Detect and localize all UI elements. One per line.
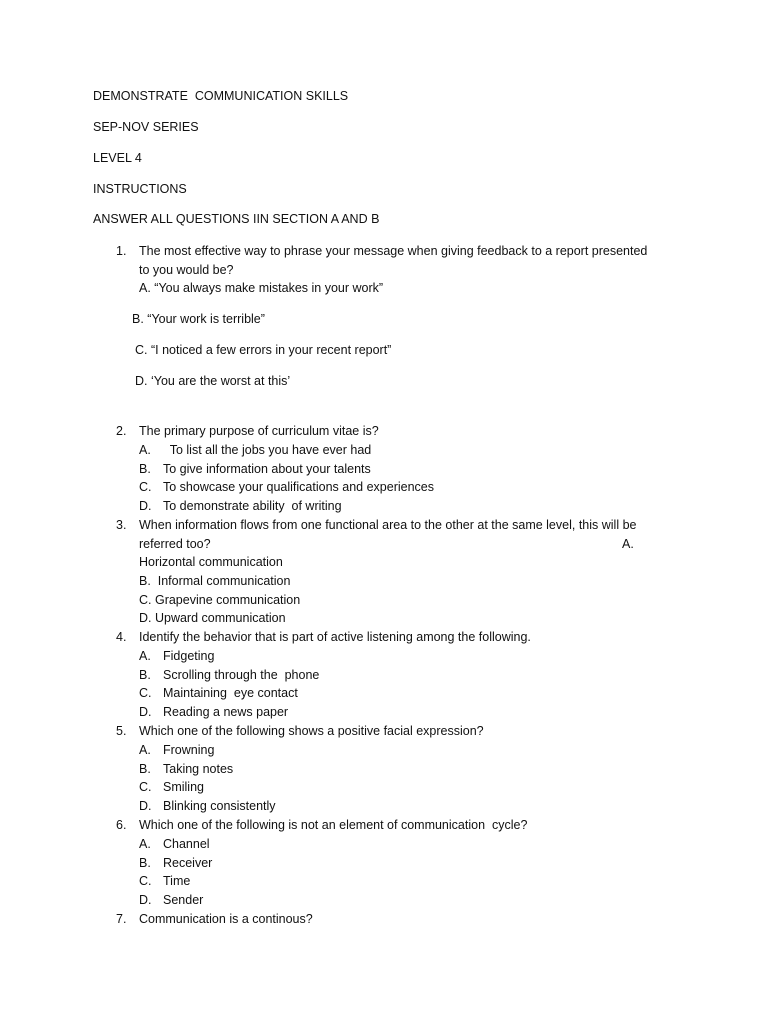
- option-c: [139, 780, 204, 795]
- option-a: [139, 743, 214, 758]
- question-text-line: The most effective way to phrase your message when giving feedback to a report presented: [139, 244, 648, 258]
- option-text: Scrolling through the phone: [163, 668, 320, 682]
- question-text: Which one of the following shows a positive facial expression?: [139, 724, 484, 738]
- instructions-heading: INSTRUCTIONS: [93, 182, 187, 196]
- question-number: 4.: [116, 630, 127, 644]
- option-d: [139, 705, 288, 720]
- option-label: A.: [139, 837, 151, 851]
- option-label: A.: [139, 649, 151, 663]
- question-text-line: When information flows from one functional area to the other at the same level, this will be: [139, 518, 637, 532]
- question-number: 6.: [116, 818, 127, 832]
- option-label: D.: [139, 499, 152, 513]
- option-label: A.: [139, 443, 151, 457]
- option-a: A. “You always make mistakes in your work”: [139, 281, 384, 295]
- option-c: [139, 686, 298, 701]
- option-b: B. Informal communication: [139, 574, 291, 588]
- option-text: Maintaining eye contact: [163, 686, 298, 700]
- option-text: To demonstrate ability of writing: [163, 499, 342, 513]
- option-d: D. ‘You are the worst at this’: [135, 374, 291, 388]
- question-text: Identify the behavior that is part of active listening among the following.: [139, 630, 531, 644]
- option-text: Receiver: [163, 856, 213, 870]
- option-label: D.: [139, 705, 152, 719]
- option-label: B.: [139, 762, 151, 776]
- option-text: Sender: [163, 893, 204, 907]
- option-text: Frowning: [163, 743, 215, 757]
- option-d: [139, 893, 203, 908]
- question-number: 2.: [116, 424, 127, 438]
- question-text: Which one of the following is not an element of communication cycle?: [139, 818, 528, 832]
- instructions-text: ANSWER ALL QUESTIONS IIN SECTION A AND B: [93, 212, 380, 226]
- option-c: [139, 480, 434, 495]
- option-label: C.: [139, 780, 152, 794]
- question-text-line: to you would be?: [139, 263, 234, 277]
- option-d: [139, 799, 276, 814]
- option-text: Reading a news paper: [163, 705, 289, 719]
- option-text: To give information about your talents: [163, 462, 371, 476]
- option-text: To list all the jobs you have ever had: [163, 443, 372, 457]
- option-label: C.: [139, 480, 152, 494]
- option-a: [139, 443, 371, 458]
- option-text: Time: [163, 874, 191, 888]
- option-label: D.: [139, 893, 152, 907]
- option-text: Fidgeting: [163, 649, 215, 663]
- option-label: D.: [139, 799, 152, 813]
- option-a: Horizontal communication: [139, 555, 283, 569]
- option-b: [139, 856, 212, 871]
- option-label: B.: [139, 856, 151, 870]
- option-text: Smiling: [163, 780, 204, 794]
- option-d: D. Upward communication: [139, 611, 286, 625]
- option-d: [139, 499, 342, 514]
- option-label: C.: [139, 874, 152, 888]
- option-b: [139, 668, 319, 683]
- question-number: 7.: [116, 912, 127, 926]
- question-number: 3.: [116, 518, 127, 532]
- option-b: B. “Your work is terrible”: [132, 312, 265, 326]
- option-c: [139, 874, 190, 889]
- option-label: B.: [139, 668, 151, 682]
- option-text: To showcase your qualifications and experiences: [163, 480, 434, 494]
- option-c: C. “I noticed a few errors in your recent report”: [135, 343, 392, 357]
- question-text: The primary purpose of curriculum vitae is?: [139, 424, 379, 438]
- option-text: Blinking consistently: [163, 799, 276, 813]
- option-b: [139, 462, 371, 477]
- option-a: [139, 837, 210, 852]
- option-label: A.: [139, 743, 151, 757]
- question-number: 5.: [116, 724, 127, 738]
- option-c: C. Grapevine communication: [139, 593, 301, 607]
- option-label-inline: A.: [622, 537, 634, 551]
- document-title: DEMONSTRATE COMMUNICATION SKILLS: [93, 89, 349, 103]
- option-text: Channel: [163, 837, 210, 851]
- exam-level: LEVEL 4: [93, 151, 142, 165]
- option-text: Taking notes: [163, 762, 234, 776]
- question-number: 1.: [116, 244, 127, 258]
- exam-series: SEP-NOV SERIES: [93, 120, 199, 134]
- option-a: [139, 649, 214, 664]
- option-label: B.: [139, 462, 151, 476]
- option-label: C.: [139, 686, 152, 700]
- option-b: [139, 762, 233, 777]
- question-text: Communication is a continous?: [139, 912, 313, 926]
- question-text-line: referred too?: [139, 537, 211, 551]
